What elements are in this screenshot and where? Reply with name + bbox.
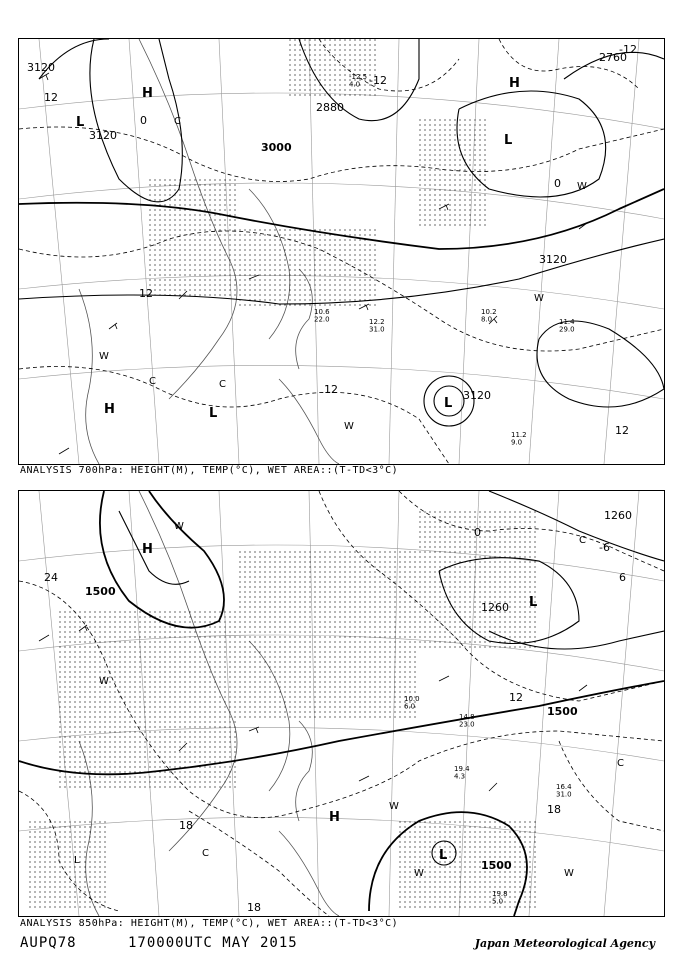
high-center: H bbox=[329, 810, 340, 825]
height-label: 3120 bbox=[89, 129, 117, 142]
station-plot: 12.2 31.0 bbox=[369, 318, 385, 334]
cold-marker: C bbox=[202, 848, 209, 859]
height-label: 1260 bbox=[481, 601, 509, 614]
height-label: 3120 bbox=[463, 389, 491, 402]
height-label: 3000 bbox=[261, 141, 292, 154]
high-center: H bbox=[142, 86, 153, 101]
station-plot: 16.4 31.0 bbox=[556, 783, 572, 799]
valid-time: 170000UTC MAY 2015 bbox=[128, 935, 298, 951]
temp-label: 6 bbox=[619, 571, 626, 584]
warm-marker: W bbox=[344, 421, 354, 432]
high-center: H bbox=[104, 402, 115, 417]
warm-marker: W bbox=[534, 293, 544, 304]
temp-label: 0 bbox=[140, 114, 147, 127]
temp-label: -12 bbox=[369, 74, 387, 87]
warm-marker: W bbox=[99, 676, 109, 687]
warm-marker: W bbox=[577, 181, 587, 192]
temp-label: 12 bbox=[139, 287, 153, 300]
temp-label: 18 bbox=[547, 803, 561, 816]
warm-marker: W bbox=[174, 521, 184, 532]
high-center: H bbox=[509, 76, 520, 91]
station-plot: 11.4 29.0 bbox=[559, 318, 575, 334]
low-center: L bbox=[74, 855, 80, 866]
low-center: L bbox=[504, 133, 513, 148]
low-center: L bbox=[76, 115, 85, 130]
high-center: H bbox=[142, 542, 153, 557]
caption-700hpa: ANALYSIS 700hPa: HEIGHT(M), TEMP(°C), WET AREA::(T-TD<3°C) bbox=[20, 465, 399, 476]
cold-marker: C bbox=[617, 758, 624, 769]
low-center: L bbox=[209, 406, 218, 421]
analysis-850hpa-map bbox=[18, 490, 665, 917]
temp-label: 18 bbox=[247, 901, 261, 914]
warm-marker: W bbox=[99, 351, 109, 362]
height-label: 2760 bbox=[599, 51, 627, 64]
temp-label: 12 bbox=[44, 91, 58, 104]
chart-code: AUPQ78 bbox=[20, 935, 77, 951]
temp-label: -6 bbox=[599, 541, 610, 554]
temp-label: -12 bbox=[619, 43, 637, 56]
temp-label: 0 bbox=[554, 177, 561, 190]
cold-marker: C bbox=[174, 116, 181, 127]
analysis-700hpa-map bbox=[18, 38, 665, 465]
low-center: L bbox=[444, 396, 453, 411]
station-plot: 10.0 6.0 bbox=[404, 695, 420, 711]
map-700-svg bbox=[19, 39, 664, 464]
cold-marker: C bbox=[219, 379, 226, 390]
temp-label: 12 bbox=[324, 383, 338, 396]
warm-marker: W bbox=[389, 801, 399, 812]
height-label: 1500 bbox=[85, 585, 116, 598]
low-center: L bbox=[439, 848, 448, 863]
temp-label: 12 bbox=[509, 691, 523, 704]
station-plot: 14.8 23.0 bbox=[459, 713, 475, 729]
height-label: 3120 bbox=[27, 61, 55, 74]
height-label: 1500 bbox=[481, 859, 512, 872]
height-label: 3120 bbox=[539, 253, 567, 266]
cold-marker: C bbox=[149, 376, 156, 387]
station-plot: 19.8 5.0 bbox=[492, 890, 508, 906]
map-850-svg bbox=[19, 491, 664, 916]
caption-850hpa: ANALYSIS 850hPa: HEIGHT(M), TEMP(°C), WET AREA::(T-TD<3°C) bbox=[20, 918, 399, 929]
station-plot: 11.2 9.0 bbox=[511, 431, 527, 447]
warm-marker: W bbox=[414, 868, 424, 879]
height-label: 1500 bbox=[547, 705, 578, 718]
station-plot: 10.2 8.0 bbox=[481, 308, 497, 324]
station-plot: -12.5 4.0 bbox=[349, 73, 368, 89]
low-center: L bbox=[529, 595, 538, 610]
height-label: 2880 bbox=[316, 101, 344, 114]
warm-marker: W bbox=[564, 868, 574, 879]
height-label: 1260 bbox=[604, 509, 632, 522]
temp-label: 18 bbox=[179, 819, 193, 832]
cold-marker: C bbox=[579, 535, 586, 546]
wet-area-850 bbox=[29, 511, 539, 911]
station-plot: 19.4 4.3 bbox=[454, 765, 470, 781]
station-plot: 10.6 22.0 bbox=[314, 308, 330, 324]
agency-name: Japan Meteorological Agency bbox=[474, 937, 655, 950]
temp-label: 0 bbox=[474, 526, 481, 539]
temp-label: 12 bbox=[615, 424, 629, 437]
temp-label: 24 bbox=[44, 571, 58, 584]
